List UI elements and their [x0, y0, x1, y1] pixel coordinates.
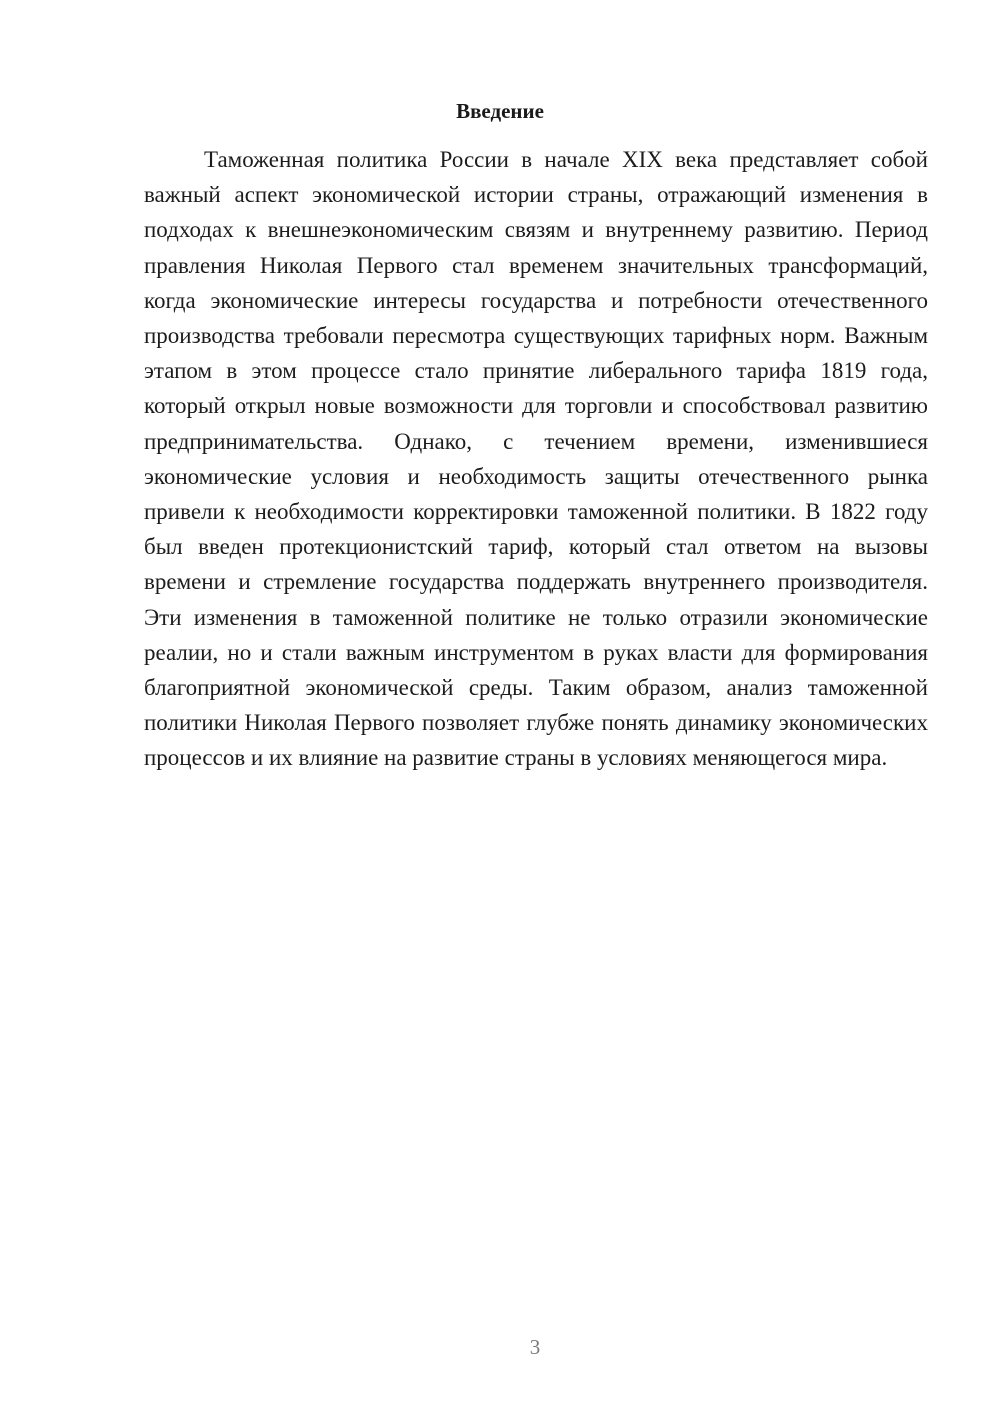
section-title: Введение: [456, 99, 544, 123]
intro-paragraph: Таможенная политика России в начале XIX века представляет собой важный аспект экономической истории страны, отражающий изменения в подходах к внешнеэкономическим связям и внутреннему развитию. Период правления Николая Первого стал временем значительных трансформаций, когда экономические интересы государства и потребности отечественного производства требовали пересмотра существующих тарифных норм. Важным этапом в этом процессе стало принятие либерального тарифа 1819 года, который открыл новые возможности для торговли и способствовал развитию предпринимательства. Однако, с течением времени, изменившиеся экономические условия и необходимость защиты отечественного рынка привели к необходимости корректировки таможенной политики. В 1822 году был введен протекционистский тариф, который стал ответом на вызовы времени и стремление государства поддержать внутреннего производителя. Эти изменения в таможенной политике не только отразили экономические реалии, но и стали важным инструментом в руках власти для формирования благоприятной экономической среды. Таким образом, анализ таможенной политики Николая Первого позволяет глубже понять динамику экономических процессов и их влияние на развитие страны в условиях меняющегося мира.: [144, 147, 928, 771]
page-number: 3: [529, 1335, 541, 1359]
